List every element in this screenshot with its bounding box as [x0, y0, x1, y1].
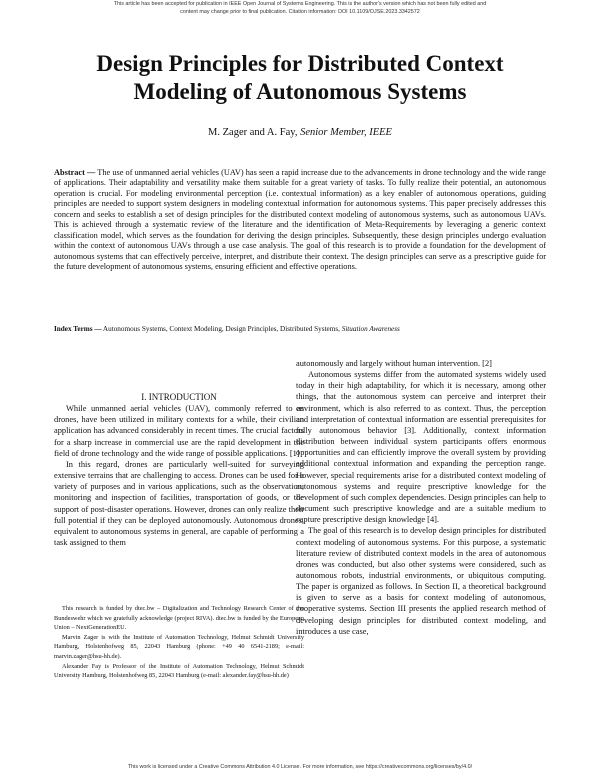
abstract-text: The use of unmanned aerial vehicles (UAV) has seen a rapid increase due to the advancements in drone technology and the wide range of applications. Their adaptability and versatility make them suitable for a great variety of tasks. To fully realize their potential, an autonomous operation is crucial. For modeling environmental perception (i.e. contextual information) as a key enabler of autonomous operations, guiding principles are needed to support system designers in modeling contextual information for autonomous systems. This paper precisely addresses this concern and seeks to establish a set of design principles for the distributed context modeling of autonomous systems, such as autonomous UAVs. This is achieved through a systematic review of the literature and the identification of Meta-Requirements by leveraging a generic context classification model, which serves as the foundation for deriving the design principles. Subsequently, these design principles undergo evaluation within the context of autonomous UAVs through a use case analysis. The goal of this research is to provide a foundation for the development of autonomous systems that can effectively perceive, interpret, and distribute their context. The design principles can serve as a prescriptive guide for the future development of autonomous systems, ensuring efficient and effective operations.	[54, 168, 546, 272]
left-paragraph-2: In this regard, drones are particularly well-suited for surveying extensive terrains that are challenging to access. Drones can be used for a variety of purposes and in various applications, such as the observation, monitoring and inspection of facilities, transportation of goods, or the support of post-disaster operations. However, drones can only realize their full potential if they can be deployed autonomously. Autonomous drones, equivalent to autonomous systems in general, are capable of performing a task assigned to them	[54, 459, 304, 548]
footnote-funding: This research is funded by dtec.bw – Digitalization and Technology Research Center of the Bundeswehr which we gratefully acknowledge (project RIVA). dtec.bw is funded by the European Union – NextGenerationEU.	[54, 605, 304, 632]
section-heading: I. INTRODUCTION	[141, 392, 217, 402]
publication-notice-line-1: This article has been accepted for publication in IEEE Open Journal of Systems Engineering. This is the author's version which has not been fully edited and	[113, 1, 487, 7]
author-names: M. Zager and A. Fay,	[208, 127, 301, 138]
index-terms	[54, 325, 546, 333]
index-terms-last: Situation Awareness	[341, 325, 400, 333]
paper-title	[40, 50, 560, 106]
footnote-author-2: Alexander Fay is Professor of the Institute of Automation Technology, Helmut Schmidt University Hamburg, Holstenhofweg 85, 22043 Hamburg (e-mail: alexander.fay@hsu-hh.de)	[54, 662, 304, 680]
abstract	[54, 168, 546, 273]
publication-notice-line-2: content may change prior to final publication. Citation information: DOI 10.1109/OJSE.2023.3342572	[180, 9, 420, 15]
right-column-continuation: autonomously and largely without human intervention. [2]	[296, 359, 492, 368]
publication-notice	[0, 0, 600, 16]
right-paragraph-2: The goal of this research is to develop design principles for distributed context modeling of autonomous systems. For this purpose, a systematic literature review of distributed context models in the area of autonomous drones was conducted, but also other systems were considered, such as autonomous robots, industrial environments, or ubiquitous computing. The paper is organized as follows. In Section II, a theoretical background is given to serve as a basis for context modeling of autonomous, cooperative systems. Section III presents the applied research method of developing design principles for distributed context modeling, and introduces a use case,	[296, 526, 546, 636]
left-paragraph-1: While unmanned aerial vehicles (UAV), commonly referred to as drones, have been utilized in military contexts for a while, their civilian application has advanced considerably in recent times. The crucial factors for a sharp increase in commercial use are the rapid development in the field of drone technology and the wide range of possible applications. [1]	[54, 404, 304, 458]
right-paragraph-1: Autonomous systems differ from the automated systems widely used today in their high adaptability, for which it is necessary, among other things, that the autonomous system can perceive and interpret their environment, which is also referred to as context. Thus, the perception and interpretation of contextual information are essential prerequisites for fully autonomous behavior [3]. Additionally, context information distribution between individual system participants offers enormous opportunities and can efficiently improve the overall system by providing additional contextual information and expanding the perception range. However, special requirements arise for a distributed context modeling of autonomous systems and require prescriptive knowledge for the development of such complex dependencies. Design principles can help to document such prescriptive knowledge and are a suitable medium to capture prescriptive design knowledge [4].	[296, 370, 546, 525]
index-terms-text: Autonomous Systems, Context Modeling, Design Principles, Distributed Systems,	[101, 325, 342, 333]
index-terms-label: Index Terms —	[54, 325, 102, 333]
footnotes	[54, 604, 304, 681]
abstract-label: Abstract —	[54, 168, 96, 177]
license-notice: This work is licensed under a Creative Commons Attribution 4.0 License. For more information, see https://creativecommons.org/licenses/by/4.0/	[127, 764, 473, 770]
author-role: Senior Member, IEEE	[300, 127, 392, 138]
right-column	[296, 358, 546, 637]
left-column	[54, 392, 304, 548]
author-line	[0, 127, 600, 138]
footnote-author-1: Marvin Zager is with the Institute of Automation Technology, Helmut Schmidt University Hamburg, Holstenhofweg 85, 22043 Hamburg (phone: +49 40 6541-2189; e-mail: marvin.zager@hsu-hh.de).	[54, 633, 304, 660]
paper-title-line-2: Modeling of Autonomous Systems	[133, 79, 467, 104]
paper-title-line-1: Design Principles for Distributed Context	[96, 51, 504, 76]
